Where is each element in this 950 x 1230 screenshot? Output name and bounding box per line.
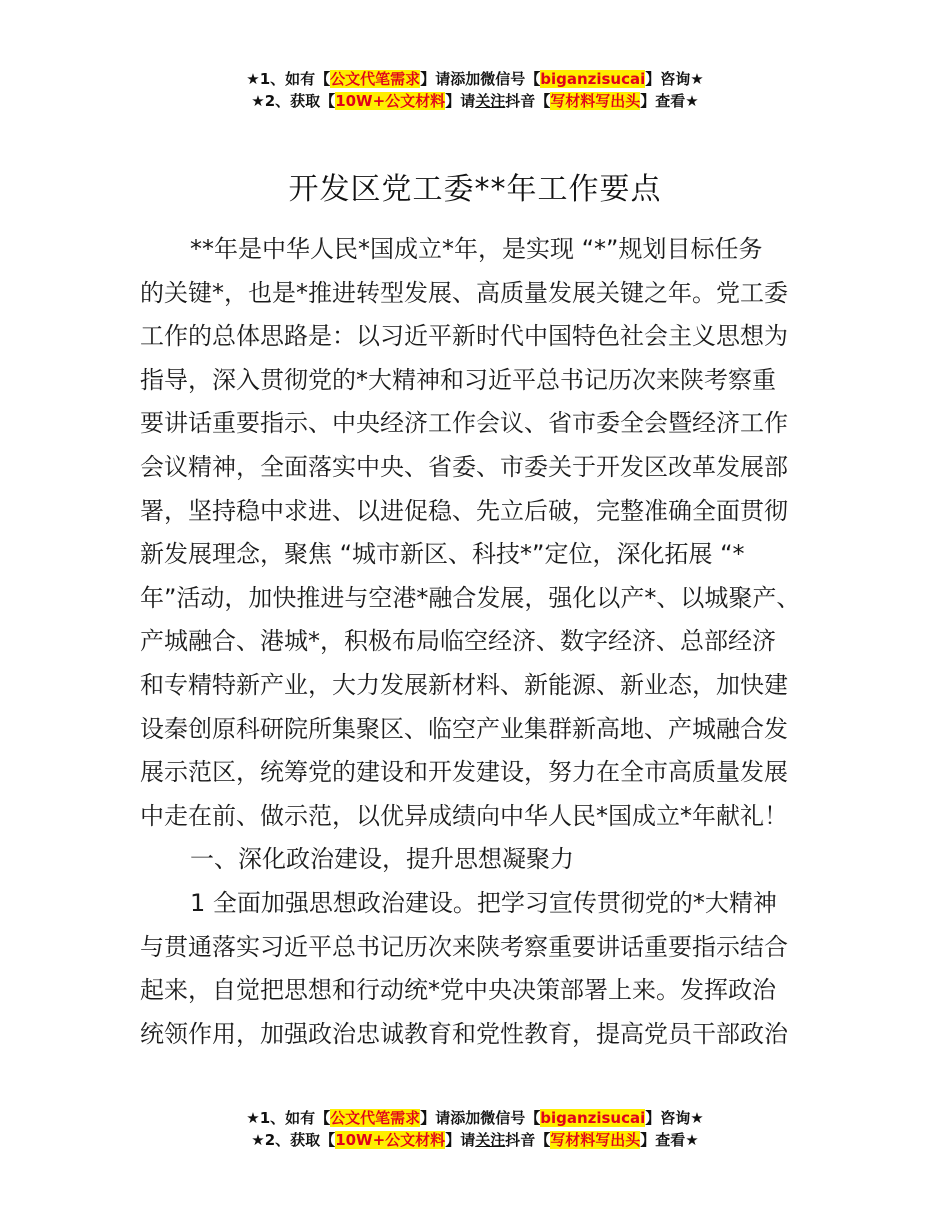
text-line: 工作的总体思路是：以习近平新时代中国特色社会主义思想为 [140,322,788,351]
underlined-follow: 关注 [475,92,506,110]
banner-line-2: ★2、获取【10W+公文材料】请关注抖音【写材料写出头】查看★ [251,92,699,110]
document-title: 开发区党工委**年工作要点 [288,172,662,207]
highlight-ghostwriting: 公文代笔需求 [330,70,421,88]
text-line: 的关键*，也是*推进转型发展、高质量发展关键之年。党工委 [140,278,788,307]
text-line: 新发展理念，聚焦 “城市新区、科技*”定位，深化拓展 “* [140,540,745,569]
highlight-douyin-account: 写材料写出头 [550,1131,641,1149]
text-line: 会议精神，全面落实中央、省委、市委关于开发区改革发展部 [140,452,788,481]
text-line: 署，坚持稳中求进、以进促稳、先立后破，完整准确全面贯彻 [140,496,788,525]
highlight-materials: 10W+公文材料 [335,92,446,110]
banner-line-1: ★1、如有【公文代笔需求】请添加微信号【biganzisucai】咨询★ [246,70,704,88]
intro-paragraph [140,228,820,838]
text-line: 1 全面加强思想政治建设。把学习宣传贯彻党的*大精神 [190,888,777,917]
highlight-wechat-id: biganzisucai [540,70,646,88]
section-heading [140,838,820,882]
text-line: 设秦创原科研院所集聚区、临空产业集群新高地、产城融合发 [140,714,788,743]
document-body [140,228,820,1056]
text-line: 年”活动，加快推进与空港*融合发展，强化以产*、以城聚产、 [140,583,801,612]
highlight-douyin-account: 写材料写出头 [550,92,641,110]
text-line: 统领作用，加强政治忠诚教育和党性教育，提高党员干部政治 [140,1019,788,1048]
header-banner [0,68,950,112]
highlight-wechat-id: biganzisucai [540,1109,646,1127]
text-line: 展示范区，统筹党的建设和开发建设，努力在全市高质量发展 [140,758,788,787]
highlight-materials: 10W+公文材料 [335,1131,446,1149]
section-heading-text: 一、深化政治建设，提升思想凝聚力 [190,845,574,874]
footer-banner [0,1107,950,1151]
text-line: 与贯通落实习近平总书记历次来陕考察重要讲话重要指示结合 [140,932,788,961]
text-line: 指导，深入贯彻党的*大精神和习近平总书记历次来陕考察重 [140,365,776,394]
item-paragraph [140,882,820,1056]
text-line: **年是中华人民*国成立*年，是实现 “*”规划目标任务 [190,235,763,263]
text-line: 产城融合、港城*，积极布局临空经济、数字经济、总部经济 [140,627,776,656]
text-line: 中走在前、做示范，以优异成绩向中华人民*国成立*年献礼！ [140,801,788,830]
banner-line-1: ★1、如有【公文代笔需求】请添加微信号【biganzisucai】咨询★ [246,1109,704,1127]
highlight-ghostwriting: 公文代笔需求 [330,1109,421,1127]
banner-line-2: ★2、获取【10W+公文材料】请关注抖音【写材料写出头】查看★ [251,1131,699,1149]
underlined-follow: 关注 [475,1131,506,1149]
text-line: 要讲话重要指示、中央经济工作会议、省市委全会暨经济工作 [140,409,788,438]
text-line: 和专精特新产业，大力发展新材料、新能源、新业态，加快建 [140,670,788,699]
text-line: 起来，自觉把思想和行动统*党中央决策部署上来。发挥政治 [140,976,776,1005]
